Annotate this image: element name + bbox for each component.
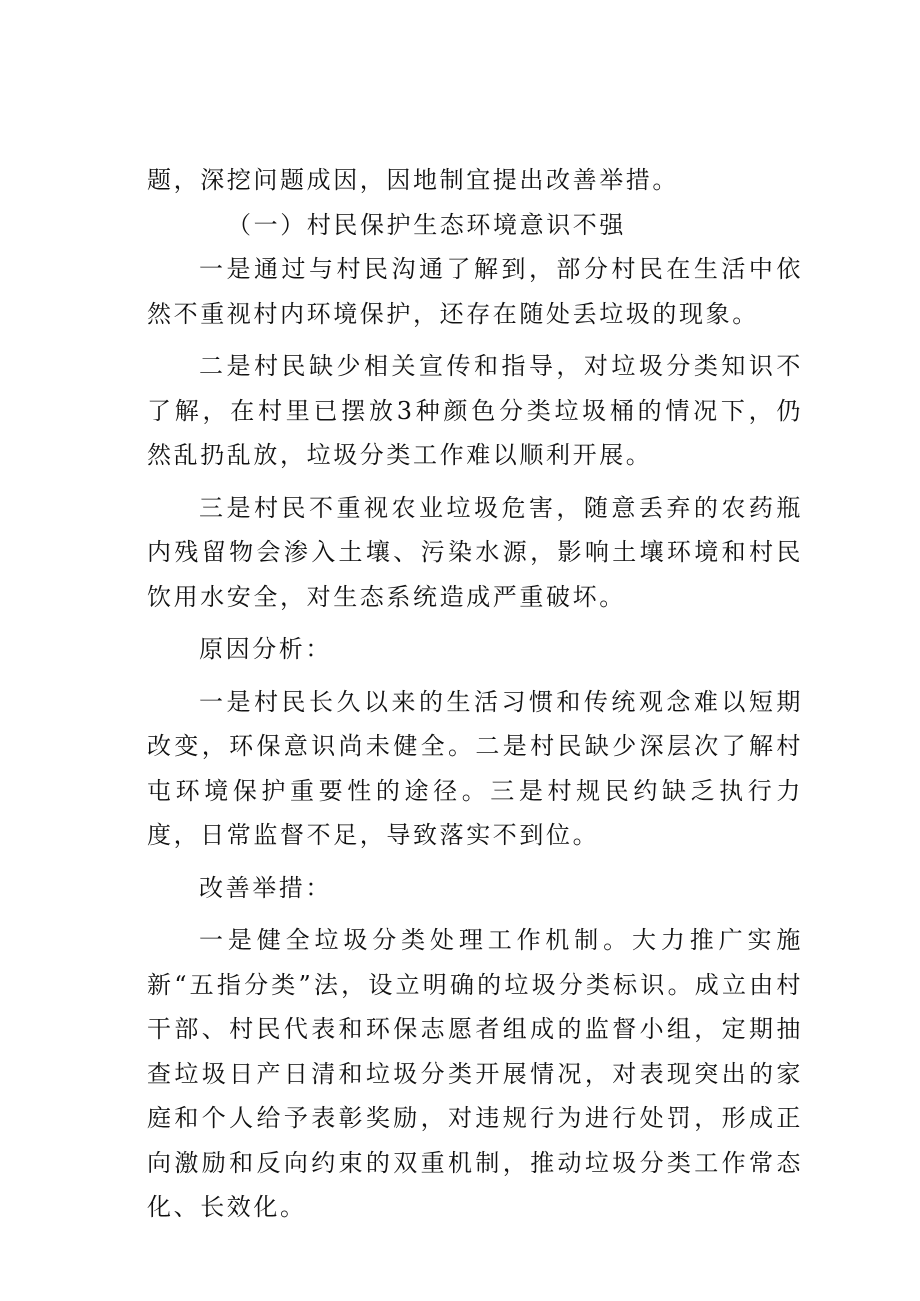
paragraph-issue-1: 一是通过与村民沟通了解到，部分村民在生活中依然不重视村内环境保护，还存在随处丢垃圾的现象。 xyxy=(147,255,803,328)
paragraph-issue-2: 二是村民缺少相关宣传和指导，对垃圾分类知识不了解，在村里已摆放3种颜色分类垃圾桶的情况下，仍然乱扔乱放，垃圾分类工作难以顺利开展。 xyxy=(147,352,803,469)
improvement-measures-label: 改善举措： xyxy=(199,873,332,902)
document-body xyxy=(147,158,803,1230)
paragraph-issue-3: 三是村民不重视农业垃圾危害，随意丢弃的农药瓶内残留物会渗入土壤、污染水源，影响土壤环境和村民饮用水安全，对生态系统造成严重破坏。 xyxy=(147,493,803,611)
paragraph-measure-1: 一是健全垃圾分类处理工作机制。大力推广实施新“五指分类”法，设立明确的垃圾分类标识。成立由村干部、村民代表和环保志愿者组成的监督小组，定期抽查垃圾日产日清和垃圾分类开展情况，对表现突出的家庭和个人给予表彰奖励，对违规行为进行处罚，形成正向激励和反向约束的双重机制，推动垃圾分类工作常态化、长效化。 xyxy=(147,926,803,1221)
cause-analysis-label: 原因分析： xyxy=(199,635,332,663)
paragraph-continuation: 题，深挖问题成因，因地制宜提出改善举措。 xyxy=(147,166,679,194)
section-heading: （一）村民保护生态环境意识不强 xyxy=(227,210,626,239)
paragraph-cause-analysis: 一是村民长久以来的生活习惯和传统观念难以短期改变，环保意识尚未健全。二是村民缺少深层次了解村屯环境保护重要性的途径。三是村规民约缺乏执行力度，日常监督不足，导致落实不到位。 xyxy=(147,687,803,849)
